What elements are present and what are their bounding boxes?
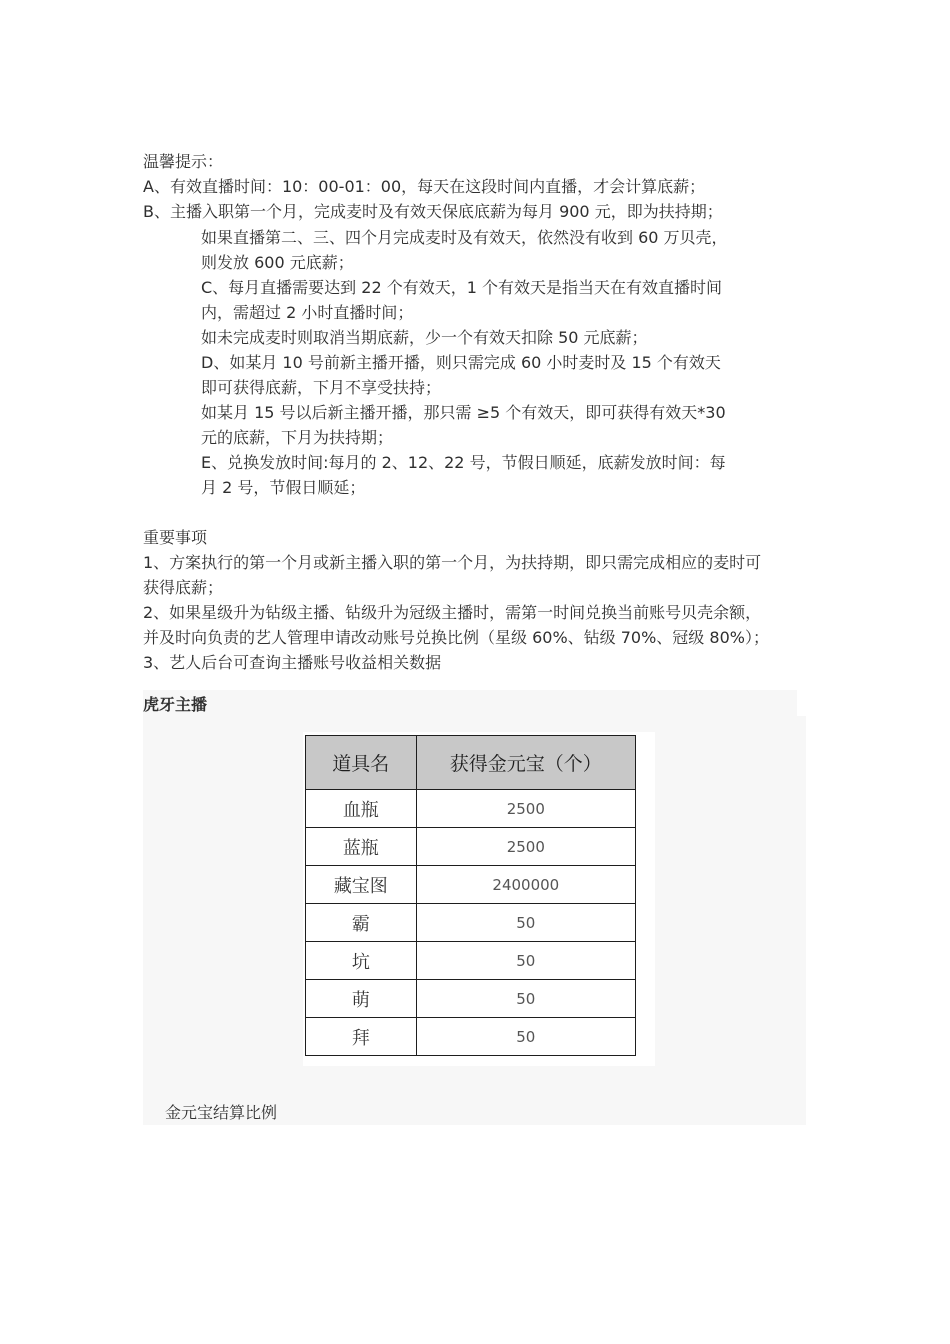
tips-line-d: D、如某月 10 号前新主播开播，则只需完成 60 小时麦时及 15 个有效天 — [201, 353, 721, 372]
tips-line-b: B、主播入职第一个月，完成麦时及有效天保底底薪为每月 900 元，即为扶持期； — [143, 202, 723, 221]
tips-line: 元的底薪，下月为扶持期； — [201, 428, 394, 447]
item-name: 蓝瓶 — [306, 828, 417, 866]
item-name: 藏宝图 — [306, 866, 417, 904]
tips-line: 月 2 号，节假日顺延； — [201, 478, 366, 497]
important-line: 并及时向负责的艺人管理申请改动账号兑换比例（星级 60%、钻级 70%、冠级 80%）； — [143, 628, 769, 647]
tips-line: 内，需超过 2 小时直播时间； — [201, 303, 414, 322]
table-header-row — [306, 736, 636, 790]
item-name: 霸 — [306, 904, 417, 942]
item-value: 50 — [416, 980, 635, 1018]
important-title: 重要事项 — [143, 528, 208, 547]
important-line: 3、艺人后台可查询主播账号收益相关数据 — [143, 653, 442, 672]
important-line: 1、方案执行的第一个月或新主播入职的第一个月，为扶持期，即只需完成相应的麦时可 — [143, 553, 762, 572]
tips-line: 如某月 15 号以后新主播开播，那只需 ≥5 个有效天，即可获得有效天*30 — [201, 403, 726, 422]
item-name: 血瓶 — [306, 790, 417, 828]
tips-line-a: A、有效直播时间：10：00-01：00，每天在这段时间内直播，才会计算底薪； — [143, 177, 706, 196]
tips-line: 如果直播第二、三、四个月完成麦时及有效天，依然没有收到 60 万贝壳， — [201, 228, 728, 247]
tips-line-e: E、兑换发放时间:每月的 2、12、22 号，节假日顺延，底薪发放时间：每 — [201, 453, 726, 472]
item-name: 坑 — [306, 942, 417, 980]
table-row — [306, 942, 636, 980]
tips-line-c: C、每月直播需要达到 22 个有效天，1 个有效天是指当天在有效直播时间 — [201, 278, 722, 297]
huya-title-band — [143, 690, 797, 716]
gold-ingot-table — [305, 735, 636, 1056]
tips-line: 即可获得底薪，下月不享受扶持； — [201, 378, 442, 397]
item-value: 50 — [416, 942, 635, 980]
item-value: 2500 — [416, 790, 635, 828]
item-value: 50 — [416, 1018, 635, 1056]
important-line: 获得底薪； — [143, 578, 224, 597]
table-row — [306, 866, 636, 904]
table-caption: 金元宝结算比例 — [165, 1103, 278, 1122]
table-row — [306, 790, 636, 828]
item-value: 50 — [416, 904, 635, 942]
header-gold-ingot: 获得金元宝（个） — [416, 736, 635, 790]
table-row — [306, 828, 636, 866]
table-row — [306, 1018, 636, 1056]
tips-line: 则发放 600 元底薪； — [201, 253, 354, 272]
table-row — [306, 980, 636, 1018]
table-row — [306, 904, 636, 942]
important-line: 2、如果星级升为钻级主播、钻级升为冠级主播时，需第一时间兑换当前账号贝壳余额， — [143, 603, 762, 622]
item-value: 2400000 — [416, 866, 635, 904]
item-value: 2500 — [416, 828, 635, 866]
tips-title: 温馨提示： — [143, 152, 224, 171]
huya-title: 虎牙主播 — [143, 695, 208, 714]
header-item-name: 道具名 — [306, 736, 417, 790]
tips-line: 如未完成麦时则取消当期底薪，少一个有效天扣除 50 元底薪； — [201, 328, 648, 347]
item-name: 拜 — [306, 1018, 417, 1056]
item-name: 萌 — [306, 980, 417, 1018]
